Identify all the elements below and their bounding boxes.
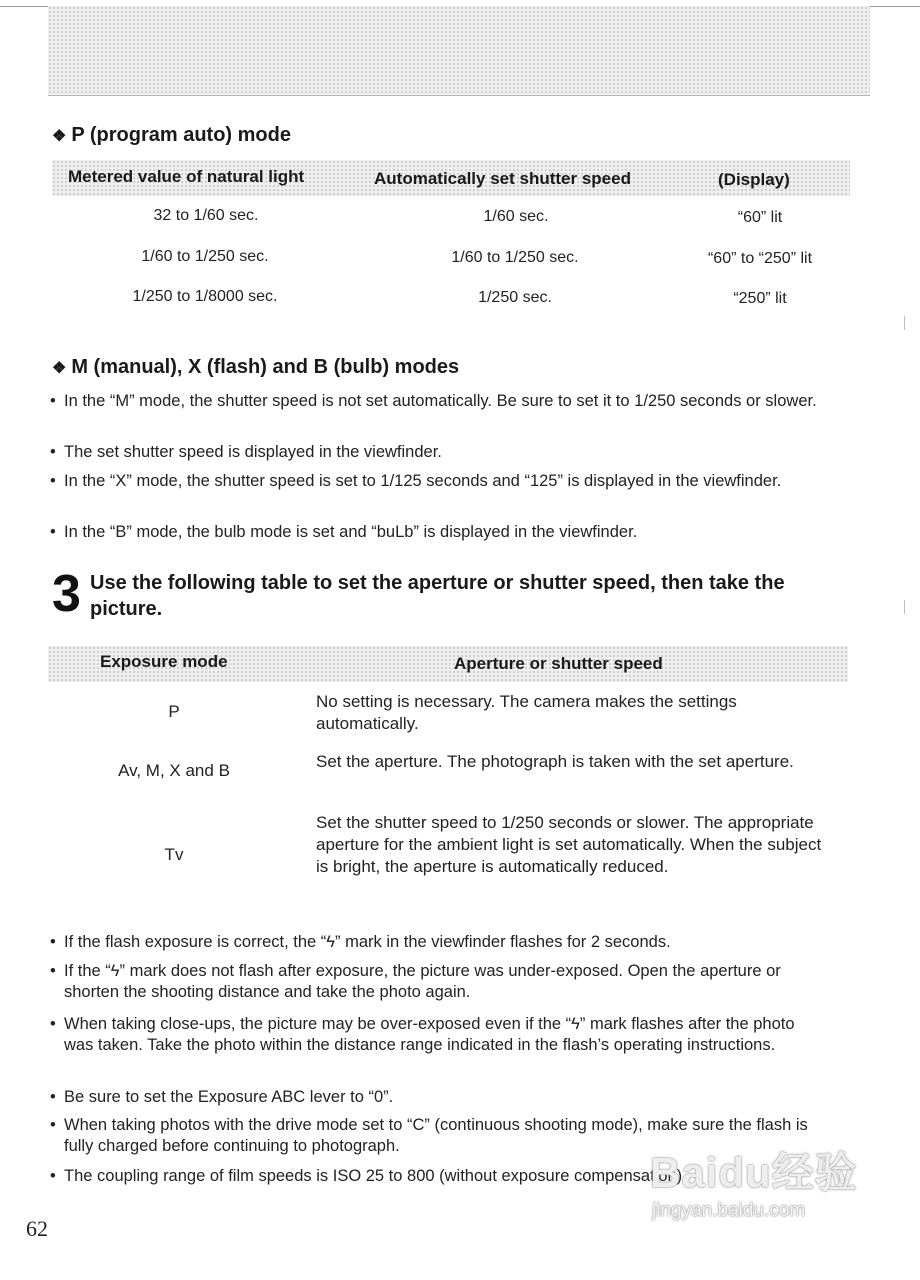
step-instruction: Use the following table to set the aperture or shutter speed, then take the picture. [90,572,785,620]
header-band [48,6,870,96]
manual-bullet-2-text: The set shutter speed is displayed in the viewfinder. [64,443,442,461]
note-bullet-1-text: If the flash exposure is correct, the “ϟ” mark in the viewfinder flashes for 2 seconds. [64,933,671,951]
bullet-dot-icon: • [50,1167,56,1185]
manual-bullet-4-text: In the “B” mode, the bulb mode is set and “buLb” is displayed in the viewfinder. [64,523,638,541]
note-bullet-5-text: When taking photos with the drive mode set to “C” (continuous shooting mode), make sure the flash is fully charged before continuing to photograph. [64,1116,808,1155]
bullet-dot-icon: • [50,1116,56,1134]
program-cell-r2-metered: 1/60 to 1/250 sec. [141,248,269,265]
manual-bullet-2 [50,442,820,463]
exposure-table-header-mode: Exposure mode [100,652,228,671]
program-table-header-display: (Display) [718,170,790,189]
diamond-bullet-icon: ❖ [52,128,67,145]
step-number: 3 [52,565,81,623]
program-cell-r1-shutter: 1/60 sec. [483,208,549,225]
watermark-url: jingyan.baidu.com [652,1200,806,1221]
manual-bullet-3 [50,471,830,492]
program-cell-r3-shutter: 1/250 sec. [478,289,552,306]
note-bullet-1 [50,932,840,953]
program-cell-r1-display: “60” lit [737,209,783,226]
diamond-bullet-icon: ❖ [52,360,67,377]
page-number: 62 [26,1216,48,1241]
program-mode-heading-text: P (program auto) mode [71,124,291,146]
watermark [650,1140,880,1235]
manual-modes-heading-text: M (manual), X (flash) and B (bulb) modes [71,356,460,378]
program-mode-heading [52,124,291,147]
manual-bullet-1 [50,391,820,412]
exposure-row-2-mode: Av, M, X and B [118,761,230,780]
program-cell-r1-metered: 32 to 1/60 sec. [153,207,259,224]
exposure-row-1-desc: No setting is necessary. The camera makes the settings automatically. [316,692,737,733]
program-cell-r2-shutter: 1/60 to 1/250 sec. [451,249,579,266]
exposure-row-2-desc: Set the aperture. The photograph is taken with the set aperture. [316,752,794,771]
manual-modes-heading [52,356,459,379]
note-bullet-3 [50,1014,825,1056]
bullet-dot-icon: • [50,523,56,541]
bullet-dot-icon: • [50,443,56,461]
note-bullet-6-text: The coupling range of film speeds is ISO 25 to 800 (without exposure compensation). [64,1167,687,1185]
bullet-dot-icon: • [50,1088,56,1106]
note-bullet-4 [50,1087,840,1108]
program-cell-r3-metered: 1/250 to 1/8000 sec. [132,288,278,305]
note-bullet-3-text: When taking close-ups, the picture may be over-exposed even if the “ϟ” mark flashes after the photo was taken. Take the photo within the distance range indicated in the flash’s operating instructions. [64,1015,795,1054]
manual-bullet-3-text: In the “X” mode, the shutter speed is set to 1/125 seconds and “125” is displayed in the viewfinder. [64,472,782,490]
scan-margin-mark [904,316,905,330]
program-cell-r3-display: “250” lit [733,290,787,307]
bullet-dot-icon: • [50,962,56,980]
exposure-row-3-desc: Set the shutter speed to 1/250 seconds or slower. The appropriate aperture for the ambient light is set automatically. When the subject is bright, the aperture is automatically reduced. [316,813,822,876]
program-cell-r2-display: “60” to “250” lit [707,250,813,267]
exposure-row-3-mode: Tv [164,845,184,864]
exposure-row-1-mode: P [168,702,180,721]
bullet-dot-icon: • [50,392,56,410]
manual-bullet-4 [50,522,830,543]
watermark-brand: Baidu经验 [650,1149,858,1196]
bullet-dot-icon: • [50,472,56,490]
bullet-dot-icon: • [50,1015,56,1033]
scan-margin-mark [904,600,905,614]
note-bullet-4-text: Be sure to set the Exposure ABC lever to “0”. [64,1088,394,1106]
bullet-dot-icon: • [50,933,56,951]
program-table-header-shutter: Automatically set shutter speed [374,169,631,188]
note-bullet-2-text: If the “ϟ” mark does not flash after exposure, the picture was under-exposed. Open the aperture or shorten the shooting distance and take the photo again. [64,962,781,1001]
exposure-table-header-aperture: Aperture or shutter speed [454,654,663,673]
note-bullet-2 [50,961,840,1003]
manual-bullet-1-text: In the “M” mode, the shutter speed is not set automatically. Be sure to set it to 1/250 seconds or slower. [64,392,817,410]
program-table-header-metered: Metered value of natural light [68,167,305,186]
